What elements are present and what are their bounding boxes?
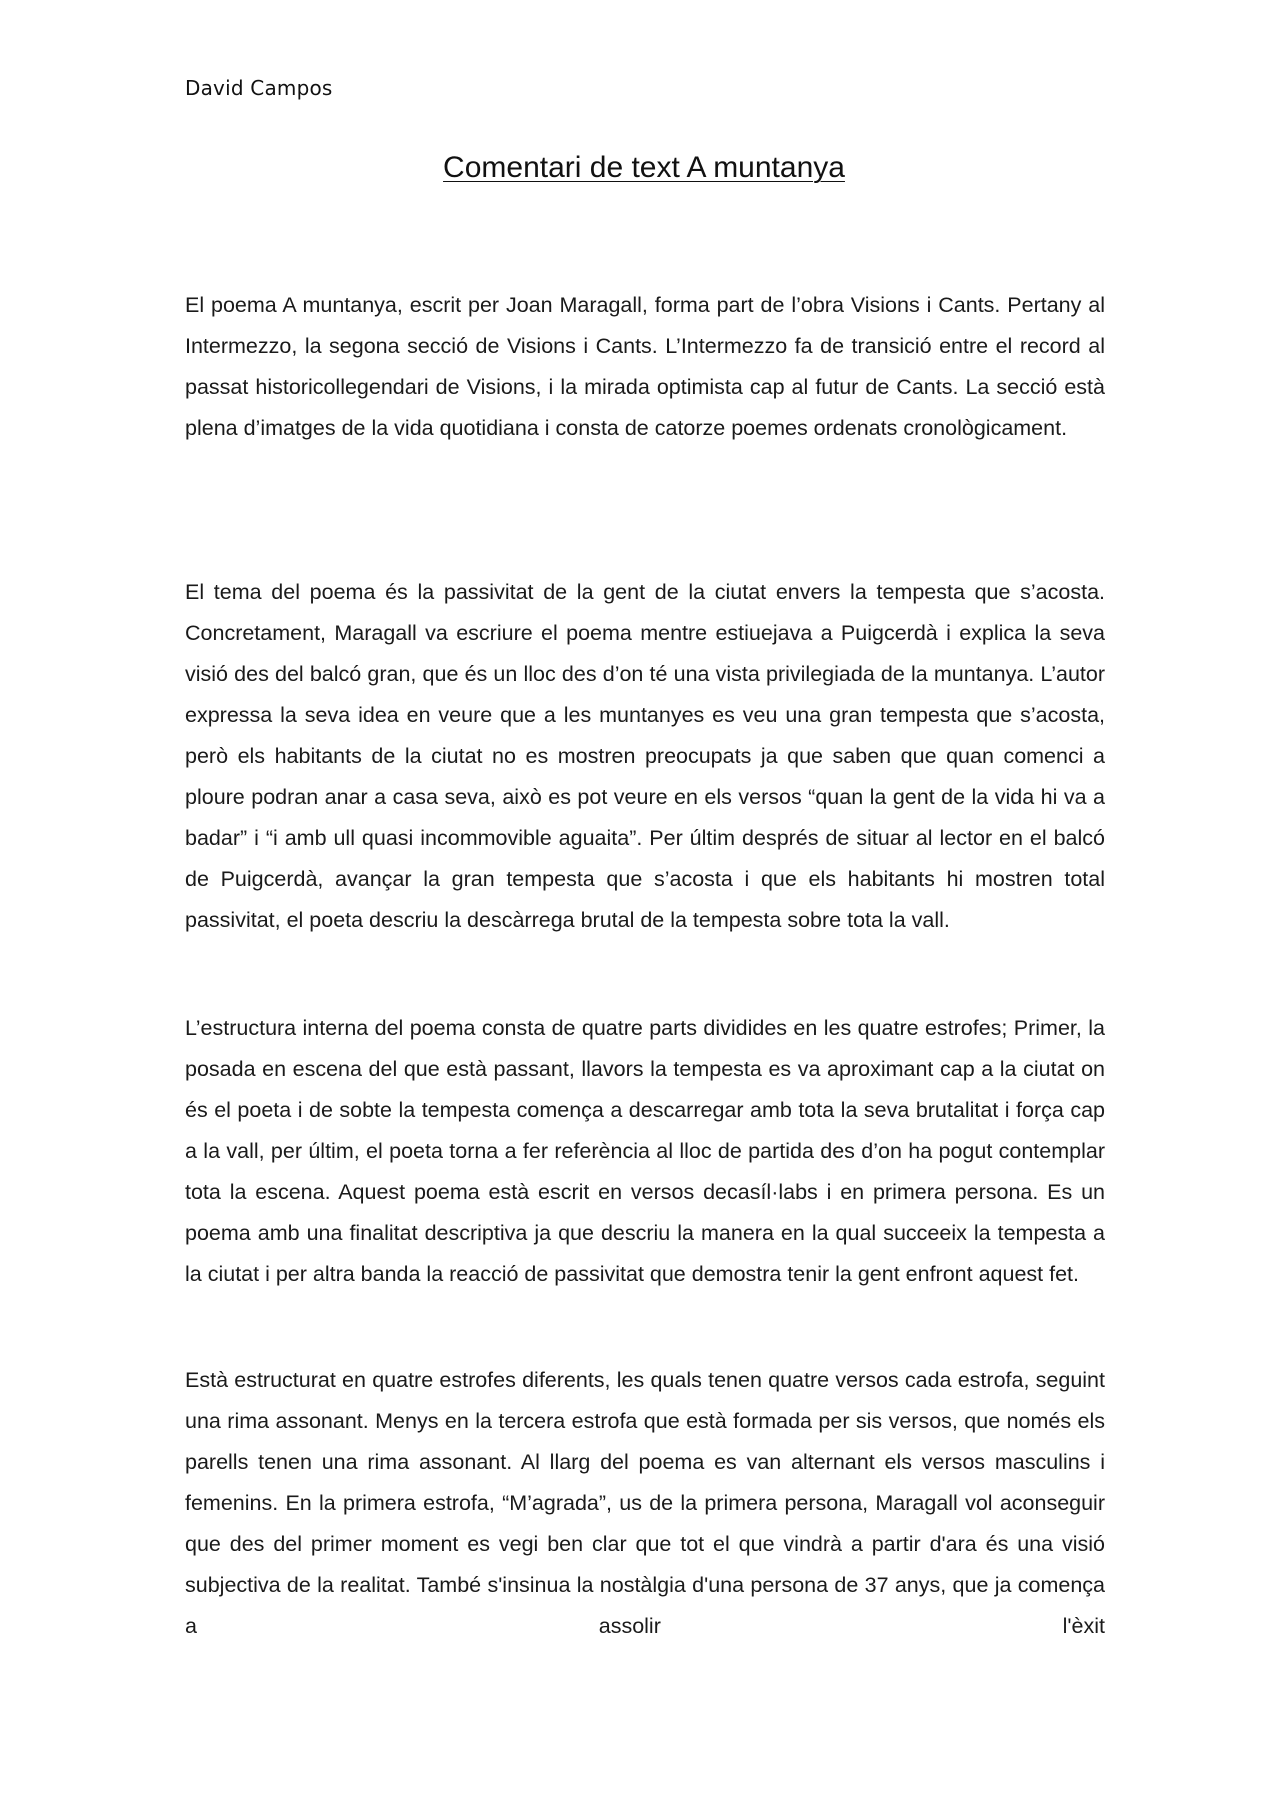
paragraph-introduction: El poema A muntanya, escrit per Joan Maragall, forma part de l’obra Visions i Cants. Pertany al Intermezzo, la segona secció de Visions i Cants. L’Intermezzo fa de transició entre el record al passat historicollegendari de Visions, i la mirada optimista cap al futur de Cants. La secció està plena d’imatges de la vida quotidiana i consta de catorze poemes ordenats cronològicament. bbox=[185, 293, 1105, 440]
author-name: David Campos bbox=[185, 76, 333, 100]
paragraph-structure: L’estructura interna del poema consta de quatre parts dividides en les quatre estrofes; Primer, la posada en escena del que està passant, llavors la tempesta es va aproximant cap a la ciutat on és el poeta i de sobte la tempesta comença a descarregar amb tota la seva brutalitat i força cap a la vall, per últim, el poeta torna a fer referència al lloc de partida des d’on ha pogut contemplar tota la escena. Aquest poema està escrit en versos decasíl·labs i en primera persona. Es un poema amb una finalitat descriptiva ja que descriu la manera en la qual succeeix la tempesta a la ciutat i per altra banda la reacció de passivitat que demostra tenir la gent enfront aquest fet. bbox=[185, 1016, 1105, 1286]
paragraph-metrics: Està estructurat en quatre estrofes diferents, les quals tenen quatre versos cada estrofa, seguint una rima assonant. Menys en la tercera estrofa que està formada per sis versos, que només els parells tenen una rima assonant. Al llarg del poema es van alternant els versos masculins i femenins. En la primera estrofa, “M’agrada”, us de la primera persona, Maragall vol aconseguir que des del primer moment es vegi ben clar que tot el que vindrà a partir d'ara és una visió subjectiva de la realitat. També s'insinua la nostàlgia d'una persona de 37 anys, que ja comença a assolir l'èxit bbox=[185, 1368, 1105, 1638]
paragraph-theme: El tema del poema és la passivitat de la gent de la ciutat envers la tempesta que s’acosta. Concretament, Maragall va escriure el poema mentre estiuejava a Puigcerdà i explica la seva visió des del balcó gran, que és un lloc des d’on té una vista privilegiada de la muntanya. L’autor expressa la seva idea en veure que a les muntanyes es veu una gran tempesta que s’acosta, però els habitants de la ciutat no es mostren preocupats ja que saben que quan comenci a ploure podran anar a casa seva, això es pot veure en els versos “quan la gent de la vida hi va a badar” i “i amb ull quasi incommovible aguaita”. Per últim després de situar al lector en el balcó de Puigcerdà, avançar la gran tempesta que s’acosta i que els habitants hi mostren total passivitat, el poeta descriu la descàrrega brutal de la tempesta sobre tota la vall. bbox=[185, 580, 1105, 932]
page-title: Comentari de text A muntanya bbox=[443, 151, 845, 184]
